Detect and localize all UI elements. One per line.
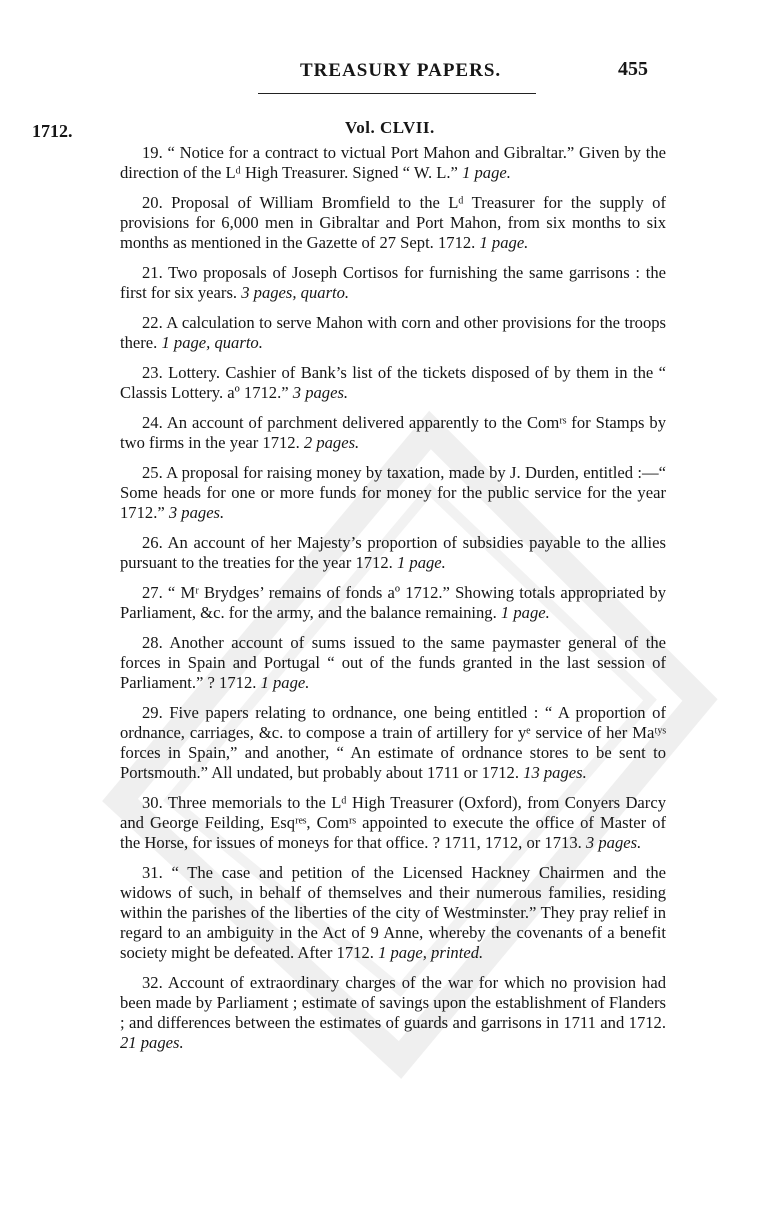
entry-19 bbox=[120, 143, 666, 183]
entry-pages: 1 page. bbox=[396, 553, 446, 572]
entry-26 bbox=[120, 533, 666, 573]
entry-31 bbox=[120, 863, 666, 963]
entry-21 bbox=[120, 263, 666, 303]
entry-text: 23. Lottery. Cashier of Bank’s list of the tickets disposed of by them in the “ Classis Lottery. aº 1712.” bbox=[120, 363, 666, 402]
entry-29 bbox=[120, 703, 666, 783]
entry-pages: 3 pages. bbox=[292, 383, 349, 402]
entry-text: 25. A proposal for raising money by taxation, made by J. Durden, entitled :—“ Some heads for one or more funds for money for the public service for the year 1712.” bbox=[120, 463, 666, 522]
entry-pages: 3 pages. bbox=[168, 503, 225, 522]
header-divider bbox=[258, 93, 536, 94]
volume-heading: Vol. CLVII. bbox=[345, 118, 435, 137]
entry-text: 20. Proposal of William Bromfield to the Lᵈ Treasurer for the supply of provisions for 6,000 men in Gibraltar and Port Mahon, from six months to six months as mentioned in the Gazette of 27 Sept. 1712. bbox=[120, 193, 666, 252]
entry-text: 32. Account of extraordinary charges of the war for which no provision had been made by Parliament ; estimate of savings upon the establishment of Flanders ; and differences between the estimates of guards and garrisons in 1711 and 1712. bbox=[120, 973, 666, 1032]
entry-pages: 1 page. bbox=[462, 163, 511, 182]
entry-pages: 2 pages. bbox=[303, 433, 360, 452]
entry-text: 19. “ Notice for a contract to victual Port Mahon and Gibraltar.” Given by the direction of the Lᵈ High Treasurer. Signed “ W. L.” bbox=[120, 143, 666, 182]
entry-30 bbox=[120, 793, 666, 853]
entry-text: 26. An account of her Majesty’s proportion of subsidies payable to the allies pursuant to the treaties for the year 1712. bbox=[120, 533, 666, 572]
entry-text: 30. Three memorials to the Lᵈ High Treasurer (Oxford), from Conyers Darcy and George Feilding, Esqʳᵉˢ, Comʳˢ appointed to execute the office of Master of the Horse, for issues of moneys for that office. ? 1711, 1712, or 1713. bbox=[120, 793, 666, 852]
entry-pages: 13 pages. bbox=[523, 763, 587, 782]
entry-25 bbox=[120, 463, 666, 523]
entry-text: 28. Another account of sums issued to the same paymaster general of the forces in Spain and Portugal “ out of the funds granted in the last session of Parliament.” ? 1712. bbox=[120, 633, 666, 692]
entry-pages: 1 page. bbox=[479, 233, 529, 252]
entry-20 bbox=[120, 193, 666, 253]
entry-32 bbox=[120, 973, 666, 1053]
entry-pages: 21 pages. bbox=[120, 1033, 184, 1052]
entry-text: 24. An account of parchment delivered apparently to the Comʳˢ for Stamps by two firms in the year 1712. bbox=[120, 413, 666, 452]
entry-list bbox=[120, 143, 666, 1063]
entry-pages: 1 page. bbox=[260, 673, 310, 692]
entry-text: 31. “ The case and petition of the Licensed Hackney Chairmen and the widows of such, in behalf of themselves and their numerous families, residing within the parishes of the liberties of the city of Westminster.” They pray relief in regard to an ambiguity in the Act of 9 Anne, whereby the covenants of a benefit society might be defeated. After 1712. bbox=[120, 863, 666, 962]
entry-text: 22. A calculation to serve Mahon with corn and other provisions for the troops there. bbox=[120, 313, 666, 352]
margin-year: 1712. bbox=[32, 121, 73, 141]
entry-23 bbox=[120, 363, 666, 403]
page-number: 455 bbox=[618, 58, 648, 80]
entry-pages: 3 pages. bbox=[585, 833, 642, 852]
entry-27 bbox=[120, 583, 666, 623]
entry-22 bbox=[120, 313, 666, 353]
entry-pages: 3 pages, quarto. bbox=[241, 283, 350, 302]
entry-pages: 1 page, quarto. bbox=[161, 333, 263, 352]
entry-pages: 1 page, printed. bbox=[378, 943, 484, 962]
entry-24 bbox=[120, 413, 666, 453]
entry-text: 21. Two proposals of Joseph Cortisos for furnishing the same garrisons : the first for six years. bbox=[120, 263, 666, 302]
entry-pages: 1 page. bbox=[500, 603, 550, 622]
entry-text: 29. Five papers relating to ordnance, one being entitled : “ A proportion of ordnance, carriages, &c. to compose a train of artillery for yᵉ service of her Maᵗʸˢ forces in Spain,” and another, “ An estimate of ordnance stores to be sent to Portsmouth.” All undated, but probably about 1711 or 1712. bbox=[120, 703, 666, 782]
entry-28 bbox=[120, 633, 666, 693]
entry-text: 27. “ Mʳ Brydges’ remains of fonds aº 1712.” Showing totals appropriated by Parliament, &c. for the army, and the balance remaining. bbox=[120, 583, 666, 622]
running-header-title: TREASURY PAPERS. bbox=[300, 60, 502, 81]
